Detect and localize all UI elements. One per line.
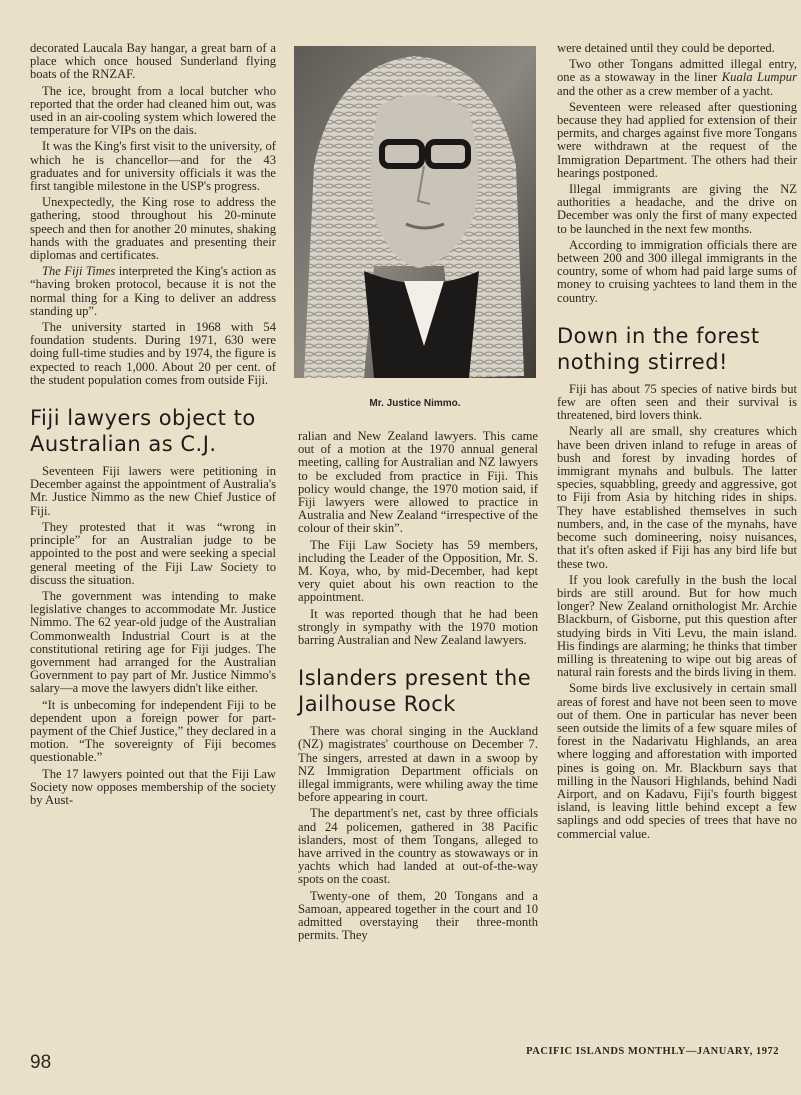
paragraph — [30, 590, 276, 696]
paragraph — [557, 101, 797, 180]
paragraph-text: Unexpectedly, the King rose to address the gathering, stood throughout his 20-minute speech and then for another 20 minutes, shaking hands with the graduates and presenting their diplomas and certificates. — [30, 195, 276, 263]
paragraph-text: Twenty-one of them, 20 Tongans and a Samoan, appeared together in the court and 10 admitted overstaying their three-month permits. They — [298, 888, 538, 943]
paragraph — [298, 539, 538, 605]
paragraph — [298, 807, 538, 886]
paragraph — [557, 58, 797, 98]
photo-caption: Mr. Justice Nimmo. — [369, 398, 461, 409]
paragraph-text: The university started in 1968 with 54 foundation students. During 1971, 630 were doing full-time studies and by 1974, the figure is expected to reach 1,000. About 20 per cent. of the student population comes from outside Fiji. — [30, 320, 276, 387]
paragraph — [30, 768, 276, 808]
paragraph-text: The Fiji Law Society has 59 members, including the Leader of the Opposition, Mr. S. M. Koya, who, by mid-December, had kept very quiet about his own reaction to the appointment. — [298, 537, 538, 605]
paragraph-text: Fiji has about 75 species of native birds but few are often seen and their survival is threatened, bird lovers think. — [557, 381, 797, 423]
column-1 — [30, 42, 276, 810]
paragraph — [557, 425, 797, 570]
paragraph — [298, 890, 538, 943]
paragraph — [557, 383, 797, 423]
italic-title: The Fiji Times — [42, 264, 116, 279]
paragraph — [298, 430, 538, 536]
col1-top-paragraphs — [30, 42, 276, 387]
paragraph — [557, 239, 797, 305]
paragraph — [298, 608, 538, 648]
col3-top-paragraphs — [557, 42, 797, 305]
paragraph — [298, 725, 538, 804]
headline-down-in-the-forest: Down in the forest nothing stirred! — [557, 323, 760, 374]
paragraph-text: According to immigration officials there are between 200 and 300 illegal immigrants in the country, some of whom had paid large sums of money to cruising yachtees to land them in the country. — [557, 237, 797, 305]
italic-title: Kuala Lumpur — [721, 70, 797, 85]
headline-islanders-jailhouse-rock: Islanders present the Jailhouse Rock — [298, 666, 532, 717]
paragraph — [557, 42, 797, 55]
paragraph — [557, 183, 797, 236]
paragraph-text: Seventeen were released after questioning because they had applied for extension of their permits, and charges against five more Tongans were withdrawn at the request of the Immigration Department. The others had their hearings postponed. — [557, 99, 797, 180]
paragraph — [30, 521, 276, 587]
col3-bottom-paragraphs — [557, 383, 797, 841]
col2-top-paragraphs — [298, 430, 538, 647]
publication-footer: PACIFIC ISLANDS MONTHLY—JANUARY, 1972 — [526, 1046, 779, 1057]
paragraph-text: They protested that it was “wrong in principle” for an Australian judge to be appointed to the post and were seeking a special general meeting of the Fiji Law Society to discuss the situation. — [30, 519, 276, 587]
column-2 — [298, 430, 538, 946]
paragraph-text: There was choral singing in the Auckland (NZ) magistrates' courthouse on December 7. The singers, arrested at dawn in a swoop by NZ Immigration Department officials on illegal immigrants, were whiling away the time before appearing in court. — [298, 724, 538, 805]
paragraph-text: The department's net, cast by three officials and 24 policemen, gathered in 38 Pacific islanders, most of them Tongans, alleged to have arrived in the country as stowaways or in yachts which had landed at out-of-the-way spots on the coast. — [298, 806, 538, 887]
justice-nimmo-photo — [294, 46, 536, 378]
headline-fiji-lawyers: Fiji lawyers object to Australian as C.J. — [30, 406, 256, 457]
paragraph-text: It was the King's first visit to the university, of which he is chancellor—and for the 43 graduates and for university officials it was the first tangible milestone in the USP's progress. — [30, 139, 276, 194]
paragraph-text: interpreted the King's action as “having broken protocol, because it is not the normal thing for a King to deliver an address standing up”. — [30, 264, 276, 318]
paragraph-text: The 17 lawyers pointed out that the Fiji Law Society now opposes membership of the society by Aust- — [30, 766, 276, 807]
paragraph-text: The ice, brought from a local butcher who reported that the order had cleaned him out, was used in an air-cooling system which lowered the temperature for VIPs on the dais. — [30, 83, 276, 138]
col1-bottom-paragraphs — [30, 465, 276, 807]
paragraph — [30, 265, 276, 318]
paragraph — [30, 465, 276, 518]
paragraph-text: and the other as a crew member of a yacht. — [557, 83, 774, 98]
paragraph-text: Some birds live exclusively in certain small areas of forest and have not been seen to move out of them. One in particular has never been seen outside the limits of a few square miles of forest in the Nadarivatu Highlands, an area where logging and afforestation with imported pines is going on. Mr. Blackburn says that milling in the Nausori Highlands, behind Nadi Airport, and on Kadavu, Fiji's fourth biggest island, is leaving little behind except a few saplings and odd species of trees that have no commercial value. — [557, 681, 797, 841]
paragraph-text: The government was intending to make legislative changes to accommodate Mr. Justice Nimmo. The 62 year-old judge of the Australian Commonwealth Industrial Court is at the constitutional retiring age for Fiji judges. The government had arranged for the Australian Government to pay part of Mr. Justice Nimmo's salary—a move the lawyers didn't like either. — [30, 588, 276, 696]
paragraph — [30, 140, 276, 193]
paragraph-text: were detained until they could be deported. — [557, 41, 775, 55]
page-number: 98 — [30, 1052, 52, 1073]
paragraph-text: “It is unbecoming for independent Fiji to be dependent upon a foreign power for part-payment of the Chief Justice,” they declared in a motion. “The sovereignty of Fiji becomes questionable.” — [30, 697, 276, 765]
paragraph-text: Nearly all are small, shy creatures which have been driven inland to refuge in areas of bush and forest by invading hordes of immigrant mynahs and bulbuls. The latter species, squabbling, greedy and aggressive, got to Fiji from Asia by hitching rides in ships. They have established themselves in such numbers, and, in the case of the mynahs, have become such domineering, noisy nuisances, that it's often asked if Fiji has any bird life but these two. — [557, 424, 797, 571]
paragraph — [30, 42, 276, 82]
paragraph-text: Two other Tongans admitted illegal entry, one as a stowaway in the liner — [557, 57, 797, 85]
column-3 — [557, 42, 797, 844]
col2-bottom-paragraphs — [298, 725, 538, 942]
paragraph — [557, 682, 797, 840]
paragraph-text: Seventeen Fiji lawers were petitioning in December against the appointment of Australia's Mr. Justice Nimmo as the new Chief Justice of Fiji. — [30, 464, 276, 518]
paragraph-text: ralian and New Zealand lawyers. This came out of a motion at the 1970 annual general meeting, calling for Australian and NZ lawyers to be excluded from practice in Fiji. This policy would change, the 1970 motion said, if Fiji lawyers were allowed to practice in Australia and New Zealand “irrespective of the colour of their skin”. — [298, 429, 538, 536]
paragraph-text: decorated Laucala Bay hangar, a great barn of a place which once housed Sunderland flying boats of the RNZAF. — [30, 41, 276, 82]
paragraph-text: It was reported though that he had been strongly in sympathy with the 1970 motion barring Australian and New Zealand lawyers. — [298, 606, 538, 648]
paragraph-text: Illegal immigrants are giving the NZ authorities a headache, and the drive on December was only the first of many expected to be launched in the next few months. — [557, 182, 797, 236]
paragraph — [30, 196, 276, 262]
paragraph-text: If you look carefully in the bush the local birds are still around. But for how much longer? New Zealand ornithologist Mr. Archie Blackburn, of Gisborne, put this question after studying birds in Viti Levu, the main island. His findings are alarming; he thinks that timber milling is threatening to wipe out big areas of natural rain forests and the birds living in them. — [557, 572, 797, 680]
paragraph — [30, 321, 276, 387]
paragraph — [30, 85, 276, 138]
paragraph — [557, 574, 797, 680]
paragraph — [30, 699, 276, 765]
